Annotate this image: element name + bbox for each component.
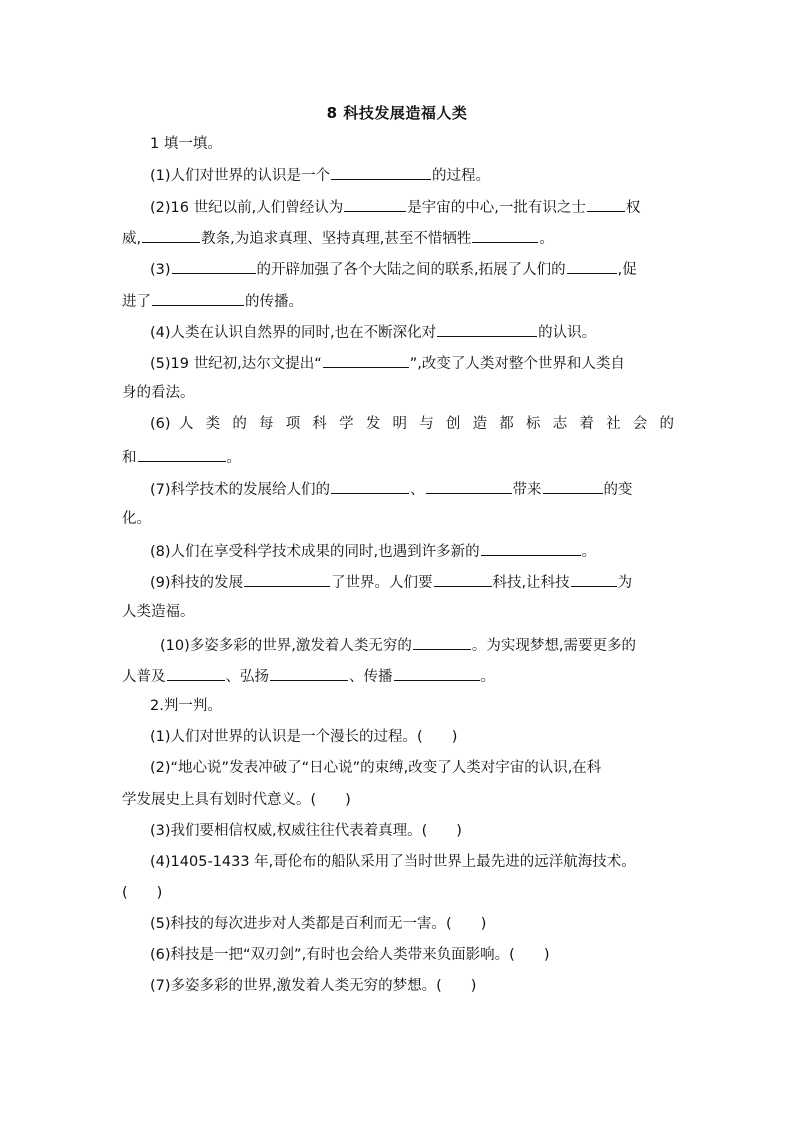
question-7-cont: 化。 (122, 511, 151, 527)
answer-blank[interactable] (331, 164, 431, 180)
answer-blank[interactable] (472, 227, 538, 243)
question-10: (10)多姿多彩的世界,激发着人类无穷的 。为实现梦想,需要更多的 (160, 634, 636, 656)
answer-blank[interactable] (567, 258, 617, 274)
answer-blank[interactable] (142, 227, 200, 243)
answer-blank[interactable] (331, 478, 409, 494)
question-1: (1)人们对世界的认识是一个 的过程。 (150, 164, 490, 186)
answer-blank[interactable] (323, 352, 409, 368)
question-3-cont: 进了 的传播。 (122, 290, 303, 312)
answer-blank[interactable] (167, 665, 225, 681)
judge-item-2-cont[interactable]: 学发展史上具有划时代意义。( ) (122, 792, 351, 808)
answer-blank[interactable] (426, 478, 512, 494)
judge-item-2: (2)“地心说”发表冲破了“日心说”的束缚,改变了人类对宇宙的认识,在科 (150, 760, 602, 776)
answer-blank[interactable] (138, 446, 226, 462)
judge-item-1[interactable]: (1)人们对世界的认识是一个漫长的过程。( ) (150, 729, 458, 745)
question-7: (7)科学技术的发展给人们的 、 带来 的变 (150, 478, 633, 500)
answer-blank[interactable] (413, 634, 471, 650)
section1-heading: 1 填一填。 (150, 136, 222, 152)
answer-blank[interactable] (543, 478, 603, 494)
answer-blank[interactable] (434, 571, 492, 587)
section2-heading: 2.判一判。 (150, 698, 222, 714)
answer-blank[interactable] (270, 665, 348, 681)
answer-blank[interactable] (344, 196, 406, 212)
answer-blank[interactable] (152, 290, 244, 306)
question-8: (8)人们在享受科学技术成果的同时,也遇到许多新的 。 (150, 540, 596, 562)
page-title: 8 科技发展造福人类 (326, 104, 468, 122)
judge-item-7[interactable]: (7)多姿多彩的世界,激发着人类无穷的梦想。( ) (150, 978, 477, 994)
answer-blank[interactable] (571, 571, 617, 587)
question-5: (5)19 世纪初,达尔文提出“ ”,改变了人类对整个世界和人类自 (150, 352, 625, 374)
question-2-cont: 威, 教条,为追求真理、坚持真理,甚至不惜牺牲 。 (122, 227, 554, 249)
answer-blank[interactable] (587, 196, 625, 212)
judge-item-4: (4)1405-1433 年,哥伦布的船队采用了当时世界上最先进的远洋航海技术。 (150, 854, 636, 870)
question-6: (6) 人 类 的 每 项 科 学 发 明 与 创 造 都 标 志 着 社 会 的 (150, 416, 674, 432)
question-2: (2)16 世纪以前,人们曾经认为 是宇宙的中心,一批有识之士 权 (150, 196, 640, 218)
question-4: (4)人类在认识自然界的同时,也在不断深化对 的认识。 (150, 321, 596, 343)
judge-item-4-cont[interactable]: ( ) (122, 885, 163, 901)
judge-item-5[interactable]: (5)科技的每次进步对人类都是百利而无一害。( ) (150, 916, 487, 932)
answer-blank[interactable] (437, 321, 537, 337)
answer-blank[interactable] (172, 258, 256, 274)
question-5-cont: 身的看法。 (122, 385, 195, 401)
answer-blank[interactable] (481, 540, 581, 556)
question-9: (9)科技的发展 了世界。人们要 科技,让科技 为 (150, 571, 632, 593)
judge-item-6[interactable]: (6)科技是一把“双刃剑”,有时也会给人类带来负面影响。( ) (150, 947, 550, 963)
question-9-cont: 人类造福。 (122, 604, 195, 620)
answer-blank[interactable] (244, 571, 330, 587)
question-6-cont: 和 。 (122, 446, 241, 468)
judge-item-3[interactable]: (3)我们要相信权威,权威往往代表着真理。( ) (150, 823, 462, 839)
question-3: (3) 的开辟加强了各个大陆之间的联系,拓展了人们的 ,促 (150, 258, 637, 280)
answer-blank[interactable] (394, 665, 480, 681)
question-10-cont: 人普及 、弘扬 、传播 。 (122, 665, 495, 687)
